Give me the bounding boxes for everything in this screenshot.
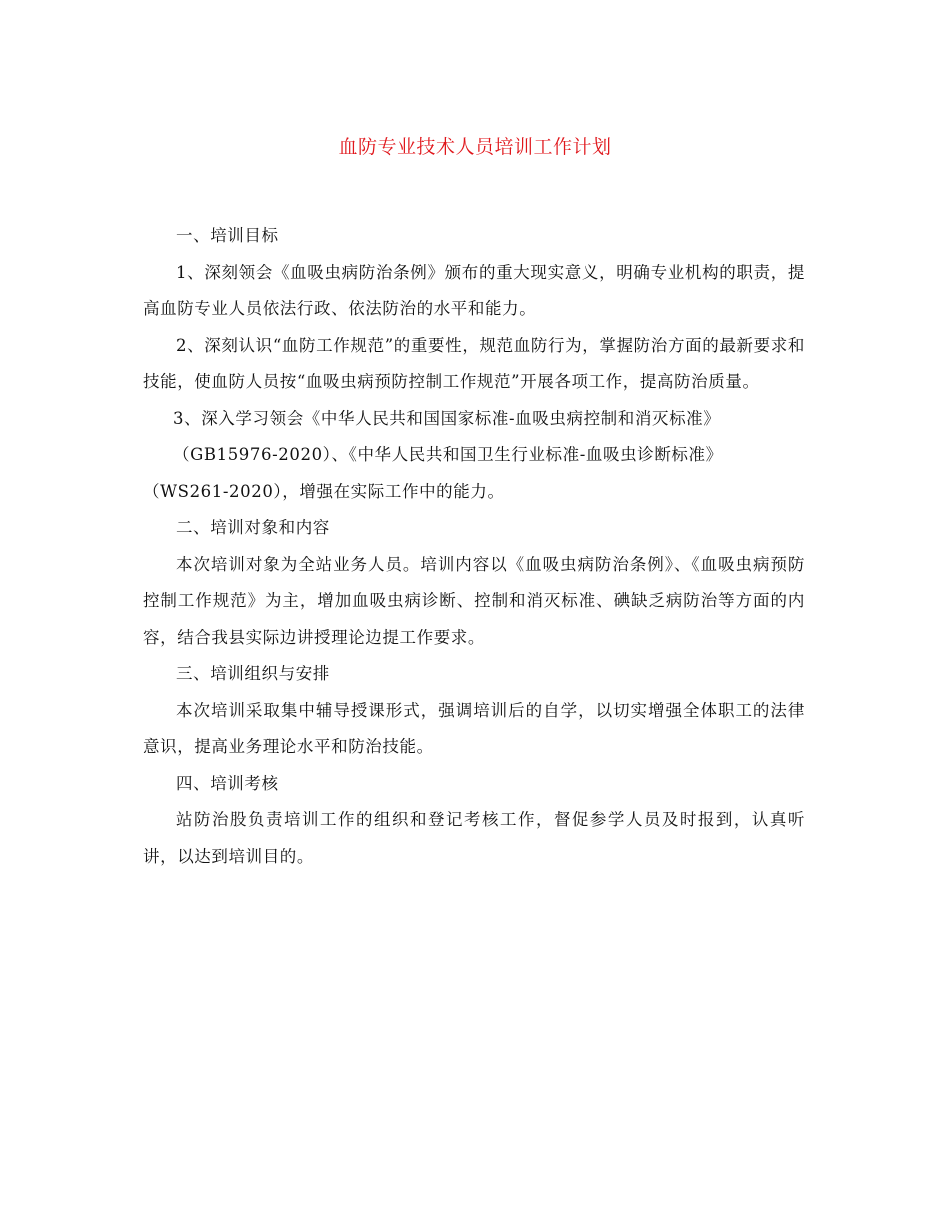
section-1-paragraph-2: 2、深刻认识“血防工作规范”的重要性，规范血防行为，掌握防治方面的最新要求和技能，使血防人员按“血吸虫病预防控制工作规范”开展各项工作，提高防治质量。 — [143, 335, 805, 391]
section-2-heading: 二、培训对象和内容 — [176, 518, 330, 537]
section-1-heading: 一、培训目标 — [176, 226, 279, 245]
section-1-paragraph-3-line-3: （WS261-2020），增强在实际工作中的能力。 — [143, 481, 505, 501]
section-4-paragraph-1: 站防治股负责培训工作的组织和登记考核工作，督促参学人员及时报到，认真听讲，以达到培训目的。 — [143, 810, 805, 866]
document-body — [143, 218, 805, 875]
section-1-paragraph-1: 1、深刻领会《血吸虫病防治条例》颁布的重大现实意义，明确专业机构的职责，提高血防专业人员依法行政、依法防治的水平和能力。 — [143, 262, 805, 318]
document-title: 血防专业技术人员培训工作计划 — [338, 136, 612, 158]
section-3-heading: 三、培训组织与安排 — [176, 664, 330, 683]
section-2-paragraph-1: 本次培训对象为全站业务人员。培训内容以《血吸虫病防治条例》、《血吸虫病预防控制工作规范》为主，增加血吸虫病诊断、控制和消灭标准、碘缺乏病防治等方面的内容，结合我县实际边讲授理论边提工作要求。 — [143, 554, 805, 647]
section-1-paragraph-3-line-1: 3、深入学习领会《中华人民共和国国家标准-血吸虫病控制和消灭标准》 — [173, 408, 721, 428]
section-3-paragraph-1: 本次培训采取集中辅导授课形式，强调培训后的自学，以切实增强全体职工的法律意识，提高业务理论水平和防治技能。 — [143, 700, 805, 756]
section-1-paragraph-3-line-2: （GB15976-2020）、《中华人民共和国卫生行业标准-血吸虫诊断标准》 — [173, 445, 723, 464]
section-4-heading: 四、培训考核 — [176, 773, 279, 793]
